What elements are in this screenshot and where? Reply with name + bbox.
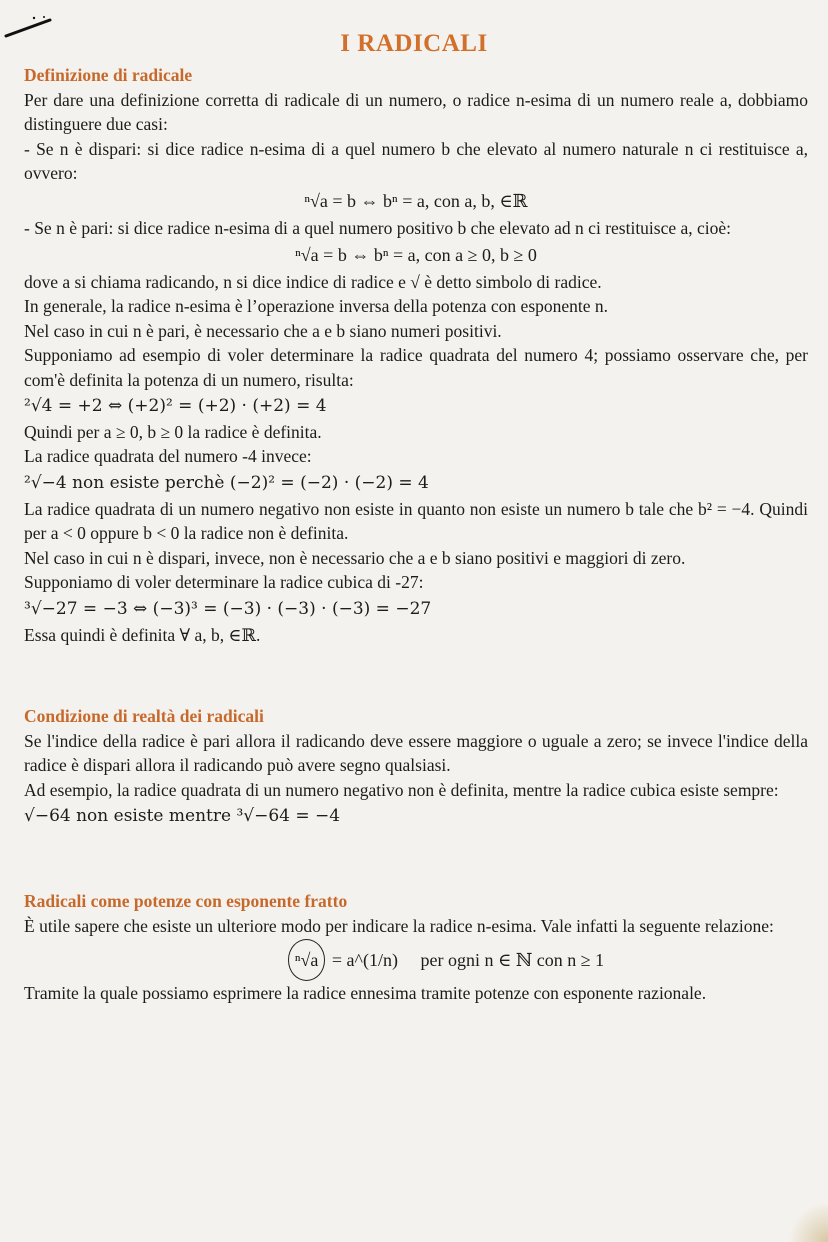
paragraph: Supponiamo ad esempio di voler determinare la radice quadrata del numero 4; possiamo osservare che, per com'è definita la potenza di un numero, risulta: xyxy=(24,345,808,390)
paragraph: dove a si chiama radicando, n si dice indice di radice e √ è detto simbolo di radice. xyxy=(24,272,602,293)
formula: ³√−27 = −3 ⇔ (−3)³ = (−3) · (−3) · (−3) = −27 xyxy=(24,598,432,619)
paragraph: Tramite la quale possiamo esprimere la radice ennesima tramite potenze con esponente razionale. xyxy=(24,982,707,1003)
section-definizione xyxy=(24,62,808,647)
paragraph: - Se n è dispari: si dice radice n-esima di a quel numero b che elevato al numero naturale n ci restituisce a, ovvero: xyxy=(24,138,808,184)
paragraph: In generale, la radice n-esima è l’operazione inversa della potenza con esponente n. xyxy=(24,296,609,317)
paragraph: Per dare una definizione corretta di radicale di un numero, o radice n-esima di un numero reale a, dobbiamo distinguere due casi: xyxy=(24,90,808,135)
paragraph: - Se n è pari: si dice radice n-esima di a quel numero positivo b che elevato ad n ci restituisce a, cioè: xyxy=(24,217,732,238)
formula: ⁿ√a = b ⇔ bⁿ = a, con a, b, ∈ℝ xyxy=(304,190,528,211)
paragraph: Ad esempio, la radice quadrata di un numero negativo non è definita, mentre la radice cubica esiste sempre: xyxy=(24,779,779,800)
paragraph: La radice quadrata di un numero negativo non esiste in quanto non esiste un numero b tale che b² = −4. Quindi per a < 0 oppure b < 0 la radice non è definita. xyxy=(24,498,808,544)
paragraph: È utile sapere che esiste un ulteriore modo per indicare la radice n-esima. Vale infatti la seguente relazione: xyxy=(24,916,774,937)
circled-formula: ⁿ√a xyxy=(288,939,326,981)
spacer xyxy=(24,647,808,699)
section-condizione xyxy=(24,703,808,830)
page-corner-shadow xyxy=(788,1202,828,1242)
page-title: I RADICALI xyxy=(340,30,488,57)
section-potenze xyxy=(24,888,808,1005)
formula: ²√4 = +2 ⇔ (+2)² = (+2) · (+2) = 4 xyxy=(24,396,327,417)
paragraph: Essa quindi è definita ∀ a, b, ∈ℝ. xyxy=(24,624,261,645)
formula-power: = a^(1/n) xyxy=(331,949,398,970)
formula-condition: per ogni n ∈ ℕ con n ≥ 1 xyxy=(420,949,605,970)
paragraph: La radice quadrata del numero -4 invece: xyxy=(24,446,312,467)
formula: ⁿ√a = b ⇔ bⁿ = a, con a ≥ 0, b ≥ 0 xyxy=(295,245,537,266)
formula: √−64 non esiste mentre ³√−64 = −4 xyxy=(24,806,341,827)
section-heading: Definizione di radicale xyxy=(24,65,193,85)
section-heading: Condizione di realtà dei radicali xyxy=(24,705,264,726)
document-content xyxy=(24,62,808,1005)
formula: ²√−4 non esiste perchè (−2)² = (−2) · (−2) = 4 xyxy=(24,472,429,493)
section-heading: Radicali come potenze con esponente fratto xyxy=(24,891,348,912)
paragraph: Nel caso in cui n è dispari, invece, non è necessario che a e b siano positivi e maggiori di zero. xyxy=(24,547,686,568)
formula-row xyxy=(24,939,808,981)
paragraph: Quindi per a ≥ 0, b ≥ 0 la radice è definita. xyxy=(24,422,322,443)
paragraph: Supponiamo di voler determinare la radice cubica di -27: xyxy=(24,572,424,593)
paragraph: Se l'indice della radice è pari allora il radicando deve essere maggiore o uguale a zero; se invece l'indice della radice è dispari allora il radicando può avere segno qualsiasi. xyxy=(24,730,808,776)
paragraph: Nel caso in cui n è pari, è necessario che a e b siano numeri positivi. xyxy=(24,320,502,341)
spacer xyxy=(24,830,808,888)
